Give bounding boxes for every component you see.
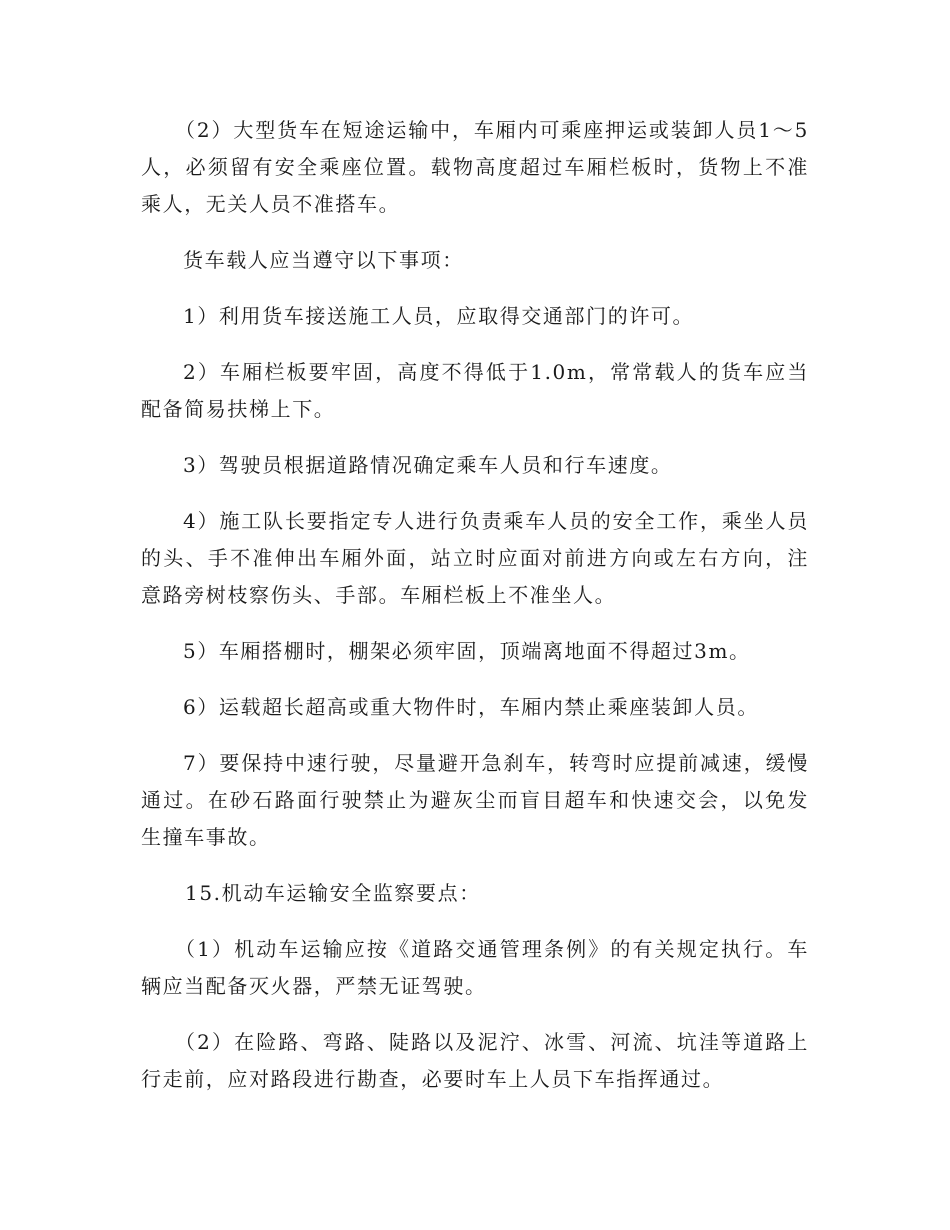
paragraph-section-15-item-1: （1）机动车运输应按《道路交通管理条例》的有关规定执行。车辆应当配备灭火器，严禁无证驾驶。 [141,937,809,998]
paragraph-section-15-item-2: （2）在险路、弯路、陡路以及泥泞、冰雪、河流、坑洼等道路上行走前，应对路段进行勘查，必要时车上人员下车指挥通过。 [141,1030,809,1091]
paragraph-rule-6: 6）运载超长超高或重大物件时，车厢内禁止乘座装卸人员。 [183,695,759,719]
document-body [141,112,809,1117]
paragraph-rule-3: 3）驾驶员根据道路情况确定乘车人员和行车速度。 [183,453,673,477]
paragraph-rule-2: 2）车厢栏板要牢固，高度不得低于1.0m，常常载人的货车应当配备简易扶梯上下。 [141,360,809,421]
section-heading-15: 15.机动车运输安全监察要点： [185,881,481,905]
paragraph-rule-5: 5）车厢搭棚时，棚架必须牢固，顶端离地面不得超过3m。 [183,639,751,663]
paragraph-rules-intro: 货车载人应当遵守以下事项： [183,248,464,272]
paragraph-truck-passenger-limit: （2）大型货车在短途运输中，车厢内可乘座押运或装卸人员1～5人，必须留有安全乘座位置。载物高度超过车厢栏板时，货物上不准乘人，无关人员不准搭车。 [141,118,809,216]
paragraph-rule-1: 1）利用货车接送施工人员，应取得交通部门的许可。 [183,304,695,328]
paragraph-rule-4: 4）施工队长要指定专人进行负责乘车人员的安全工作，乘坐人员的头、手不准伸出车厢外面，站立时应面对前进方向或左右方向，注意路旁树枝察伤头、手部。车厢栏板上不准坐人。 [141,509,809,607]
paragraph-rule-7: 7）要保持中速行驶，尽量避开急刹车，转弯时应提前减速，缓慢通过。在砂石路面行驶禁止为避灰尘而盲目超车和快速交会，以免发生撞车事故。 [141,751,809,849]
